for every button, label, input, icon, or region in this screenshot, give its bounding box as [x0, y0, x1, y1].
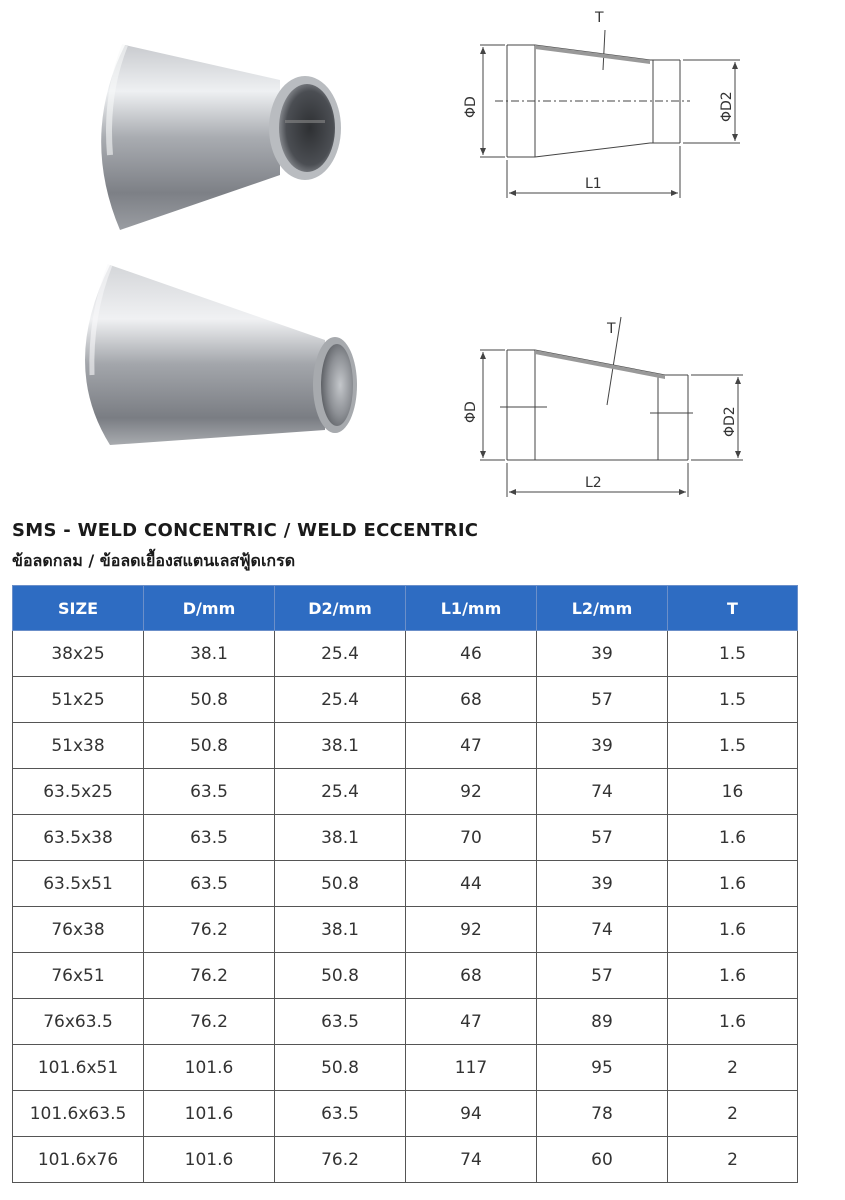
table-cell-l1: 68	[406, 953, 537, 999]
drawing-label-d: ΦD	[463, 96, 479, 118]
table-cell-size: 63.5x38	[13, 815, 144, 861]
table-cell-t: 1.6	[668, 861, 798, 907]
table-cell-l1: 92	[406, 907, 537, 953]
table-cell-l2: 39	[537, 723, 668, 769]
table-body	[13, 631, 798, 1183]
table-cell-t: 2	[668, 1137, 798, 1183]
table-cell-l1: 117	[406, 1045, 537, 1091]
table-cell-d: 76.2	[144, 999, 275, 1045]
table-cell-size: 76x38	[13, 907, 144, 953]
drawing-label-d2: ΦD2	[719, 91, 735, 122]
concentric-reducer-photo	[80, 35, 360, 240]
table-row	[13, 769, 798, 815]
concentric-reducer-drawing	[455, 0, 755, 210]
table-row	[13, 907, 798, 953]
table-cell-d: 101.6	[144, 1137, 275, 1183]
table-cell-l1: 94	[406, 1091, 537, 1137]
table-header-row	[13, 586, 798, 631]
table-cell-l2: 57	[537, 815, 668, 861]
drawing-label-d: ΦD	[463, 401, 479, 423]
table-cell-size: 63.5x51	[13, 861, 144, 907]
table-cell-t: 1.6	[668, 907, 798, 953]
eccentric-reducer-drawing	[455, 305, 755, 505]
table-row	[13, 1091, 798, 1137]
table-cell-d: 38.1	[144, 631, 275, 677]
table-cell-d2: 50.8	[275, 861, 406, 907]
table-cell-l2: 89	[537, 999, 668, 1045]
table-row	[13, 723, 798, 769]
column-header-size: SIZE	[13, 586, 144, 631]
table-row	[13, 1137, 798, 1183]
table-cell-l1: 46	[406, 631, 537, 677]
table-cell-d: 50.8	[144, 677, 275, 723]
drawing-label-d2: ΦD2	[722, 406, 738, 437]
table-cell-d: 101.6	[144, 1091, 275, 1137]
drawing-label-l2: L2	[585, 475, 602, 491]
table-cell-l2: 39	[537, 631, 668, 677]
column-header-d: D/mm	[144, 586, 275, 631]
table-cell-d2: 63.5	[275, 1091, 406, 1137]
table-cell-l1: 92	[406, 769, 537, 815]
table-cell-d2: 38.1	[275, 907, 406, 953]
table-cell-t: 16	[668, 769, 798, 815]
table-cell-d: 63.5	[144, 861, 275, 907]
column-header-d2: D2/mm	[275, 586, 406, 631]
table-row	[13, 953, 798, 999]
table-cell-t: 1.5	[668, 631, 798, 677]
table-cell-l2: 78	[537, 1091, 668, 1137]
table-cell-l1: 47	[406, 723, 537, 769]
table-cell-l2: 74	[537, 769, 668, 815]
table-cell-d2: 76.2	[275, 1137, 406, 1183]
table-row	[13, 631, 798, 677]
drawing-label-l1: L1	[585, 176, 602, 192]
table-cell-size: 76x51	[13, 953, 144, 999]
table-cell-l1: 68	[406, 677, 537, 723]
table-cell-t: 1.5	[668, 677, 798, 723]
table-cell-d2: 25.4	[275, 677, 406, 723]
spec-table	[12, 585, 798, 1183]
table-cell-size: 51x38	[13, 723, 144, 769]
table-cell-l2: 39	[537, 861, 668, 907]
column-header-l2: L2/mm	[537, 586, 668, 631]
table-cell-d: 63.5	[144, 769, 275, 815]
table-cell-l1: 44	[406, 861, 537, 907]
table-row	[13, 677, 798, 723]
table-cell-t: 1.6	[668, 999, 798, 1045]
drawing-label-t: T	[607, 321, 616, 337]
table-cell-l2: 60	[537, 1137, 668, 1183]
table-cell-d2: 38.1	[275, 815, 406, 861]
table-cell-d: 76.2	[144, 953, 275, 999]
table-cell-d2: 63.5	[275, 999, 406, 1045]
table-cell-l1: 74	[406, 1137, 537, 1183]
table-cell-size: 76x63.5	[13, 999, 144, 1045]
table-cell-t: 1.6	[668, 815, 798, 861]
drawing-label-t: T	[595, 10, 604, 26]
table-cell-t: 1.6	[668, 953, 798, 999]
table-cell-t: 2	[668, 1091, 798, 1137]
table-cell-size: 101.6x63.5	[13, 1091, 144, 1137]
table-row	[13, 815, 798, 861]
page-subtitle-thai: ข้อลดกลม / ข้อลดเยื้องสแตนเลสฟู้ดเกรด	[12, 551, 296, 570]
column-header-l1: L1/mm	[406, 586, 537, 631]
table-cell-d2: 25.4	[275, 631, 406, 677]
table-cell-size: 101.6x76	[13, 1137, 144, 1183]
table-cell-d: 50.8	[144, 723, 275, 769]
table-cell-l1: 47	[406, 999, 537, 1045]
table-cell-l2: 57	[537, 953, 668, 999]
table-cell-size: 51x25	[13, 677, 144, 723]
table-cell-size: 63.5x25	[13, 769, 144, 815]
table-cell-t: 2	[668, 1045, 798, 1091]
table-row	[13, 861, 798, 907]
table-cell-l2: 57	[537, 677, 668, 723]
table-row	[13, 999, 798, 1045]
table-cell-d2: 25.4	[275, 769, 406, 815]
table-cell-d2: 50.8	[275, 1045, 406, 1091]
column-header-t: T	[668, 586, 798, 631]
table-cell-l2: 74	[537, 907, 668, 953]
table-cell-d: 63.5	[144, 815, 275, 861]
table-cell-d2: 38.1	[275, 723, 406, 769]
table-cell-d: 101.6	[144, 1045, 275, 1091]
table-cell-size: 101.6x51	[13, 1045, 144, 1091]
table-cell-t: 1.5	[668, 723, 798, 769]
table-cell-l1: 70	[406, 815, 537, 861]
table-cell-d2: 50.8	[275, 953, 406, 999]
eccentric-reducer-photo	[70, 255, 360, 455]
table-cell-l2: 95	[537, 1045, 668, 1091]
table-cell-d: 76.2	[144, 907, 275, 953]
page-title: SMS - WELD CONCENTRIC / WELD ECCENTRIC	[12, 520, 479, 541]
table-cell-size: 38x25	[13, 631, 144, 677]
table-row	[13, 1045, 798, 1091]
